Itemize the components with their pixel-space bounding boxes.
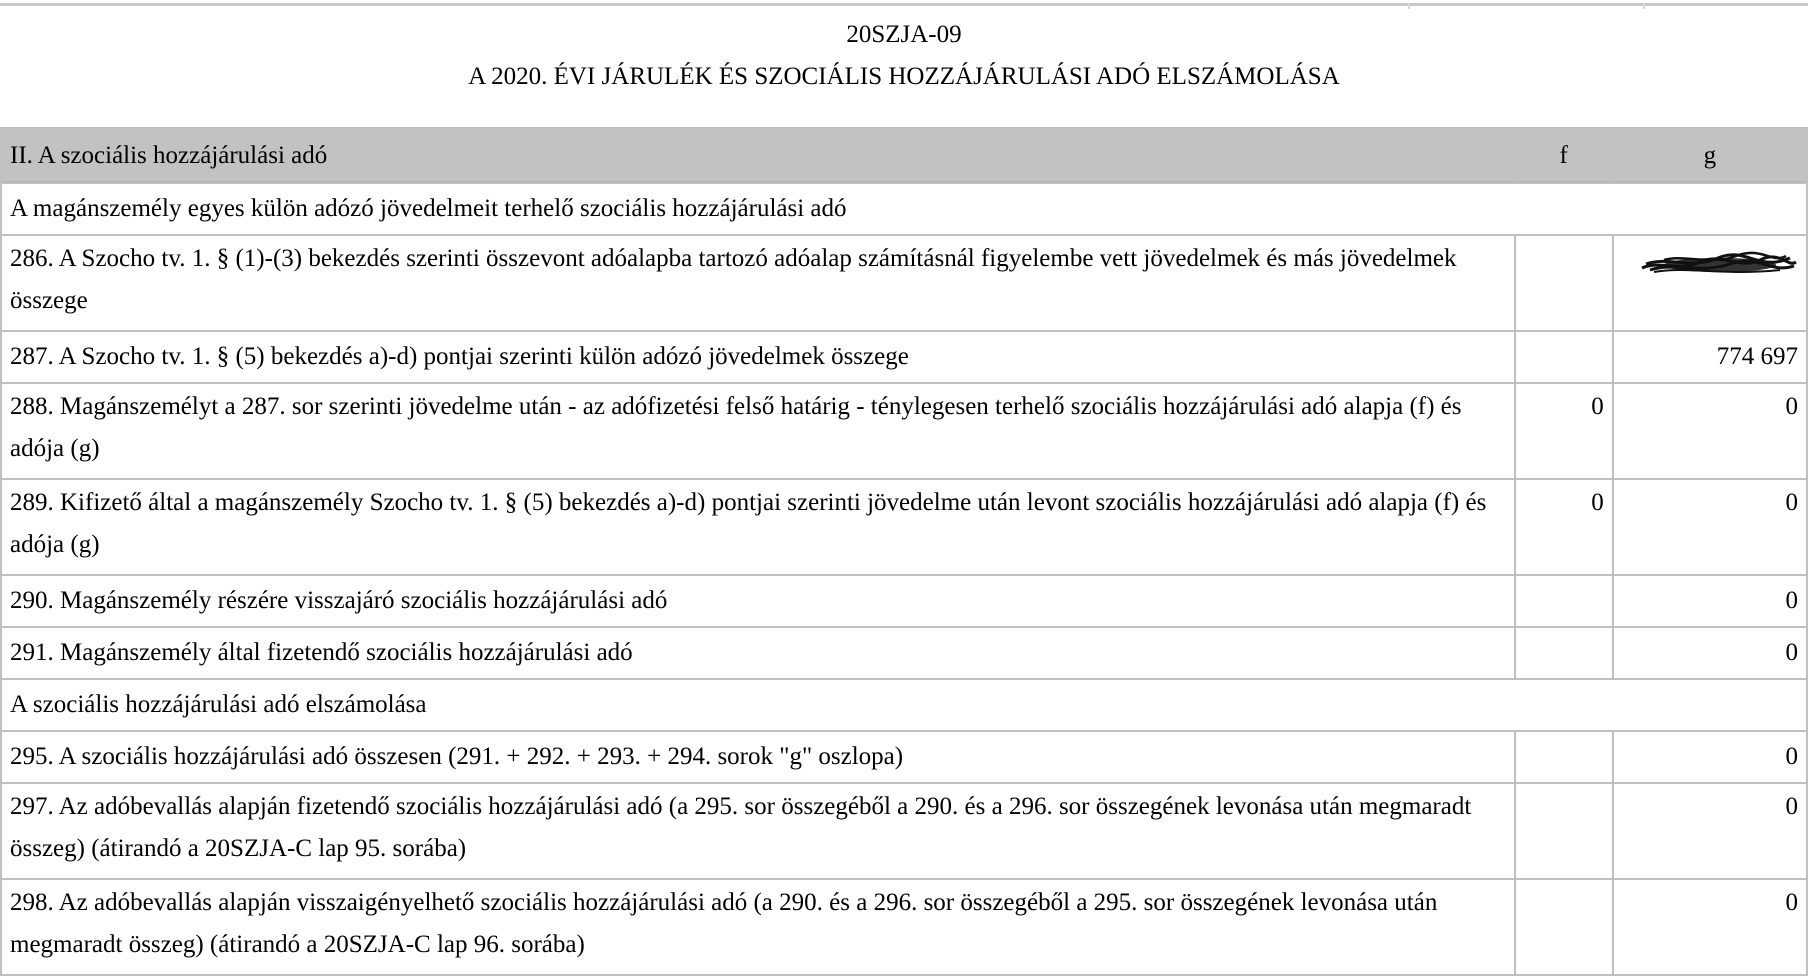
subheading-row bbox=[2, 184, 1806, 234]
subheading: A magánszemély egyes külön adózó jövedelmeit terhelő szociális hozzájárulási adó bbox=[2, 184, 1806, 234]
row-value-g: 0 bbox=[1614, 732, 1806, 782]
row-label: 288. Magánszemélyt a 287. sor szerinti jövedelme után - az adófizetési felső határig - ténylegesen terhelő szociális hozzájárulási adó alapja (f) és adója (g) bbox=[2, 384, 1514, 478]
subheading: A szociális hozzájárulási adó elszámolása bbox=[2, 680, 1806, 730]
table-row bbox=[2, 480, 1806, 574]
tax-form-table bbox=[0, 127, 1808, 976]
row-value-f bbox=[1516, 732, 1612, 782]
form-code: 20SZJA-09 bbox=[846, 21, 962, 48]
top-border-tick bbox=[1643, 3, 1645, 9]
row-label: 289. Kifizető által a magánszemély Szocho tv. 1. § (5) bekezdés a)-d) pontjai szerinti jövedelme után levont szociális hozzájárulási adó alapja (f) és adója (g) bbox=[2, 480, 1514, 574]
row-value-f bbox=[1516, 576, 1612, 626]
row-label: 297. Az adóbevallás alapján fizetendő szociális hozzájárulási adó (a 295. sor összegéből a 290. és a 296. sor összegének levonása után megmaradt összeg) (átirandó a 20SZJA-C lap 95. sorába) bbox=[2, 784, 1514, 878]
row-value-g: 774 697 bbox=[1614, 332, 1806, 382]
table-row bbox=[2, 332, 1806, 382]
section-header-row bbox=[2, 129, 1806, 182]
row-value-f: 0 bbox=[1516, 384, 1612, 478]
row-value-f bbox=[1516, 880, 1612, 974]
form-title: A 2020. ÉVI JÁRULÉK ÉS SZOCIÁLIS HOZZÁJÁRULÁSI ADÓ ELSZÁMOLÁSA bbox=[468, 63, 1340, 90]
table-row bbox=[2, 628, 1806, 678]
subheading-row bbox=[2, 680, 1806, 730]
row-value-g: 0 bbox=[1614, 384, 1806, 478]
row-label: 287. A Szocho tv. 1. § (5) bekezdés a)-d) pontjai szerinti külön adózó jövedelmek összege bbox=[2, 332, 1514, 382]
row-value-g: 0 bbox=[1614, 880, 1806, 974]
row-value-f bbox=[1516, 236, 1612, 330]
top-border bbox=[0, 3, 1808, 6]
table-row bbox=[2, 236, 1806, 330]
row-label: 286. A Szocho tv. 1. § (1)-(3) bekezdés szerinti összevont adóalapba tartozó adóalap számításnál figyelembe vett jövedelmek és más jövedelmek összege bbox=[2, 236, 1514, 330]
table-row bbox=[2, 784, 1806, 878]
row-value-f: 0 bbox=[1516, 480, 1612, 574]
table-row bbox=[2, 732, 1806, 782]
top-border-tick bbox=[1408, 3, 1410, 9]
document-header bbox=[0, 14, 1808, 98]
row-value-g: 0 bbox=[1614, 784, 1806, 878]
row-label: 290. Magánszemély részére visszajáró szociális hozzájárulási adó bbox=[2, 576, 1514, 626]
table-row bbox=[2, 384, 1806, 478]
row-label: 295. A szociális hozzájárulási adó összesen (291. + 292. + 293. + 294. sorok "g" oszlopa) bbox=[2, 732, 1514, 782]
row-value-g: 0 bbox=[1614, 480, 1806, 574]
row-value-g: 0 bbox=[1614, 628, 1806, 678]
redacted-value-scribble bbox=[1640, 248, 1798, 278]
row-value-f bbox=[1516, 784, 1612, 878]
table-row bbox=[2, 576, 1806, 626]
column-header-f: f bbox=[1516, 129, 1612, 182]
row-label: 298. Az adóbevallás alapján visszaigényelhető szociális hozzájárulási adó (a 290. és a 296. sor összegéből a 295. sor összegének levonása után megmaradt összeg) (átirandó a 20SZJA-C lap 96. sorába) bbox=[2, 880, 1514, 974]
column-header-g: g bbox=[1614, 129, 1806, 182]
table-row bbox=[2, 880, 1806, 974]
row-label: 291. Magánszemély által fizetendő szociális hozzájárulási adó bbox=[2, 628, 1514, 678]
row-value-g bbox=[1614, 236, 1806, 330]
row-value-f bbox=[1516, 332, 1612, 382]
section-title: II. A szociális hozzájárulási adó bbox=[2, 129, 1514, 182]
row-value-f bbox=[1516, 628, 1612, 678]
row-value-g: 0 bbox=[1614, 576, 1806, 626]
